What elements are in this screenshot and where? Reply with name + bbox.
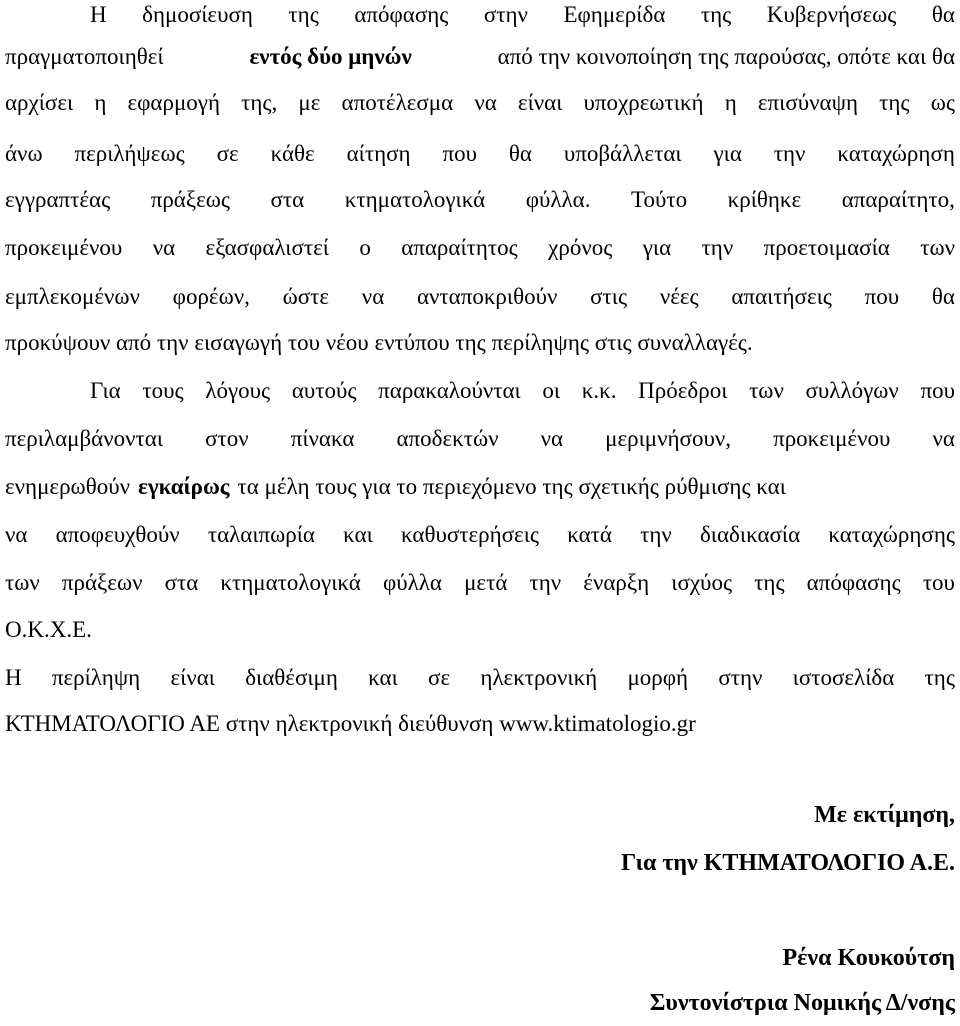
word: είναι [517, 90, 563, 115]
word: προκειμένου [773, 426, 891, 451]
paragraph-1-line-2 [5, 42, 955, 72]
word: υποβάλλεται [563, 141, 682, 166]
paragraph-1-line-3 [5, 88, 955, 118]
word: ιστοσελίδα [792, 665, 895, 690]
paragraph-1-line-8: προκύψουν από την εισαγωγή του νέου εντύπου της περίληψης στις συναλλαγές. [5, 330, 753, 355]
word: και [368, 665, 398, 690]
word: κάθε [270, 141, 315, 166]
word: στα [270, 187, 305, 212]
word: φύλλα [382, 570, 442, 595]
word: που [442, 141, 477, 166]
word: αρχίσει [5, 90, 74, 115]
word: δημοσίευση [142, 2, 253, 27]
word: να [361, 284, 385, 309]
word: ο [359, 235, 371, 260]
word: θα [508, 141, 532, 166]
word: για [642, 235, 672, 260]
word: της [924, 665, 955, 690]
word: να [540, 426, 564, 451]
word: μορφή [627, 665, 689, 690]
word: και [343, 522, 373, 547]
word: πίνακα [290, 426, 355, 451]
word: περιλήψεως [74, 141, 185, 166]
paragraph-2-line-3-start: ενημερωθούν [5, 474, 130, 499]
closing-organization: Για την ΚΤΗΜΑΤΟΛΟΓΙΟ Α.Ε. [621, 850, 955, 876]
word: με [298, 90, 321, 115]
word: συλλόγων [805, 378, 899, 403]
paragraph-3-line-1 [5, 663, 955, 693]
word: καθυστερήσεις [401, 522, 539, 547]
word: τους [142, 378, 184, 403]
word: Η [5, 665, 22, 690]
paragraph-1-line-5 [5, 185, 955, 215]
word: άνω [5, 141, 43, 166]
word: πράξεως [150, 187, 231, 212]
word: απαραίτητο, [841, 187, 955, 212]
word: εγγραπτέας [5, 187, 111, 212]
word: μετά [464, 570, 508, 595]
word: κατά [567, 522, 612, 547]
signatory-name: Ρένα Κουκούτση [782, 945, 955, 971]
paragraph-1-line-7 [5, 282, 955, 312]
paragraph-2-line-4 [5, 520, 955, 550]
word: παρακαλούνται [378, 378, 521, 403]
word: προκειμένου [5, 235, 123, 260]
paragraph-2-line-1 [90, 376, 955, 406]
word: πράξεων [61, 570, 143, 595]
word: των [5, 570, 40, 595]
word: των [749, 378, 784, 403]
word: που [864, 284, 900, 309]
word: των [920, 235, 955, 260]
signatory-title: Συντονίστρια Νομικής Δ/νσης [649, 990, 955, 1016]
word: θα [931, 284, 955, 309]
word: αυτούς [291, 378, 357, 403]
paragraph-1-line-1 [90, 0, 955, 30]
word: να [5, 522, 28, 547]
word: εξασφαλιστεί [205, 235, 329, 260]
word: υποχρεωτική [583, 90, 704, 115]
word: την [773, 141, 806, 166]
word: εφαρμογή [127, 90, 220, 115]
word: να [152, 235, 176, 260]
word: διαθέσιμη [245, 665, 338, 690]
word: προετοιμασία [763, 235, 890, 260]
word: καταχώρηση [837, 141, 955, 166]
word: του [922, 570, 955, 595]
word: καταχώρησης [828, 522, 955, 547]
word: μεριμνήσουν, [605, 426, 731, 451]
paragraph-1-line-4 [5, 139, 955, 169]
word: αίτηση [346, 141, 411, 166]
word: να [474, 90, 497, 115]
word: οι [542, 378, 561, 403]
word: η [724, 90, 737, 115]
paragraph-1-emphasis-deadline: εντός δύο μηνών [249, 44, 412, 69]
word: χρόνος [548, 235, 613, 260]
word: της [288, 2, 319, 27]
word: διαδικασία [699, 522, 801, 547]
word: νέες [659, 284, 699, 309]
word: στα [164, 570, 199, 595]
paragraph-1-line-2-start: πραγματοποιηθεί [5, 44, 164, 69]
word: η [94, 90, 107, 115]
word: είναι [170, 665, 215, 690]
word: φορέων, [172, 284, 250, 309]
word: απαραίτητος [401, 235, 518, 260]
word: περίληψη [51, 665, 141, 690]
word: σε [428, 665, 451, 690]
word: να [932, 426, 955, 451]
word: Κυβερνήσεως [766, 2, 897, 27]
word: ταλαιπωρία [207, 522, 315, 547]
word: ώστε [282, 284, 330, 309]
word: Η [90, 2, 107, 27]
word: αποφευχθούν [55, 522, 180, 547]
word: Πρόεδροι [638, 378, 728, 403]
word: στις [590, 284, 628, 309]
paragraph-2-line-3-end: τα μέλη τους για το περιεχόμενο της σχετικής ρύθμισης και [237, 474, 786, 499]
word: στην [718, 665, 763, 690]
word: αποτέλεσμα [341, 90, 454, 115]
word: ως [930, 90, 955, 115]
paragraph-2-line-6: Ο.Κ.Χ.Ε. [5, 617, 92, 642]
word: κ.κ. [581, 378, 617, 403]
paragraph-2-line-5 [5, 568, 955, 598]
word: της [700, 2, 732, 27]
word: στην [483, 2, 528, 27]
word: για [713, 141, 742, 166]
word: λόγους [205, 378, 271, 403]
word: Εφημερίδα [563, 2, 666, 27]
word: επισύναψη [757, 90, 859, 115]
word: αποδεκτών [396, 426, 499, 451]
word: ηλεκτρονική [480, 665, 598, 690]
word: Για [90, 378, 121, 403]
paragraph-2-line-2 [5, 424, 955, 454]
word: την [701, 235, 734, 260]
word: σε [216, 141, 239, 166]
word: απαιτήσεις [731, 284, 832, 309]
word: απόφασης [806, 570, 901, 595]
word: της [879, 90, 910, 115]
word: έναρξη [583, 570, 650, 595]
paragraph-1-line-6 [5, 233, 955, 263]
word: κτηματολογικά [344, 187, 486, 212]
word: ισχύος [671, 570, 733, 595]
word: απόφασης [354, 2, 449, 27]
word: κρίθηκε [727, 187, 802, 212]
word: κτηματολογικά [220, 570, 361, 595]
word: την [529, 570, 562, 595]
paragraph-2-emphasis-timely: εγκαίρως [138, 474, 230, 499]
word: περιλαμβάνονται [5, 426, 164, 451]
closing-regards: Με εκτίμηση, [814, 802, 955, 828]
word: φύλλα. [525, 187, 591, 212]
word: στον [205, 426, 249, 451]
word: της [754, 570, 785, 595]
paragraph-3-line-2: ΚΤΗΜΑΤΟΛΟΓΙΟ ΑΕ στην ηλεκτρονική διεύθυνση www.ktimatologio.gr [5, 711, 696, 736]
word: που [920, 378, 955, 403]
word: της, [241, 90, 278, 115]
word: ανταποκριθούν [416, 284, 558, 309]
paragraph-2-line-3 [5, 472, 955, 502]
word: Τούτο [631, 187, 688, 212]
word: εμπλεκομένων [5, 284, 140, 309]
paragraph-1-line-2-end: από την κοινοποίηση της παρούσας, οπότε και θα [497, 44, 955, 69]
word: την [640, 522, 672, 547]
word: θα [931, 2, 955, 27]
